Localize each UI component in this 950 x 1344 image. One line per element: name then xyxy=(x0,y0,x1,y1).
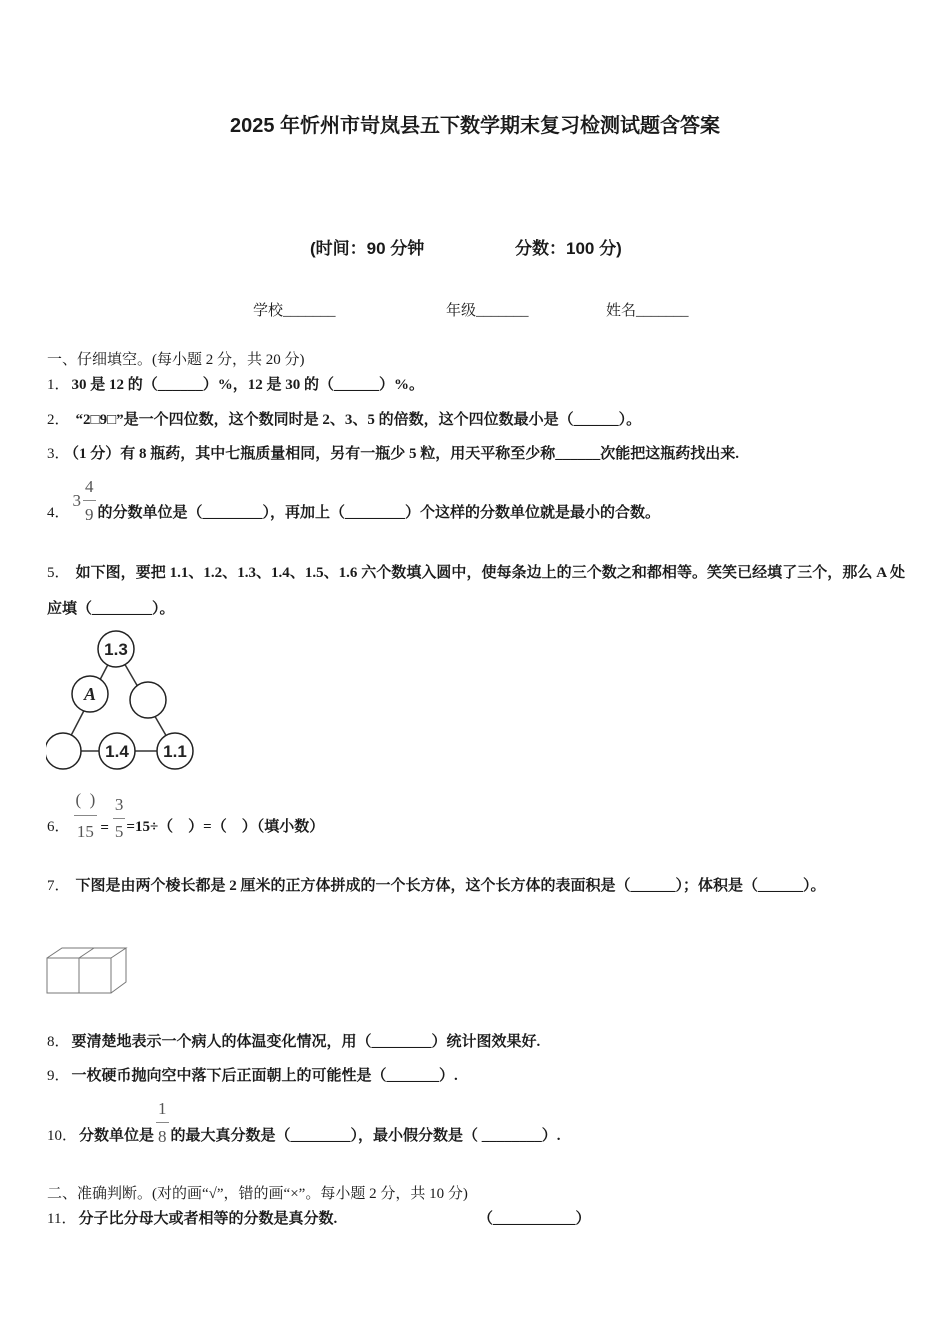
question-text-after: 的最大真分数是（________），最小假分数是（ ________）. xyxy=(170,1128,561,1144)
question-number: 7． xyxy=(47,878,70,894)
question-9 xyxy=(47,1066,905,1086)
question-text: 如下图，要把 1.1、1.2、1.3、1.4、1.5、1.6 六个数填入圆中，使每条边上的三个数之和都相等。笑笑已经填了三个，那么 A 处应填（________）。 xyxy=(47,565,905,617)
label-top: 1.3 xyxy=(104,640,128,659)
question-text: “2□9□”是一个四位数，这个数同时是 2、3、5 的倍数，这个四位数最小是（______）。 xyxy=(75,412,642,428)
label-bottom-middle: 1.4 xyxy=(105,742,129,761)
question-11 xyxy=(47,1209,905,1229)
grade-field: 年级_______ xyxy=(446,303,529,319)
fraction-bar xyxy=(83,500,96,501)
question-number: 8． xyxy=(47,1034,70,1050)
question-4 xyxy=(47,477,660,525)
school-field: 学校_______ xyxy=(253,303,336,319)
question-3 xyxy=(47,444,905,464)
mixed-number-whole: 3 xyxy=(72,491,82,510)
question-6 xyxy=(47,790,324,842)
fraction-denominator: 15 xyxy=(76,822,94,841)
question-text: 下图是由两个棱长都是 2 厘米的正方体拼成的一个长方体，这个长方体的表面积是（______）；体积是（______）。 xyxy=(75,878,826,894)
question-2 xyxy=(47,410,905,430)
question-text-before: 分数单位是 xyxy=(79,1128,155,1144)
equals-sign: = xyxy=(100,820,109,836)
question-text: 的分数单位是（________），再加上（________）个这样的分数单位就是最小的合数。 xyxy=(97,505,661,521)
question-number: 11． xyxy=(47,1211,77,1227)
question-text: 30 是 12 的（______）%，12 是 30 的（______）%。 xyxy=(71,377,425,393)
name-field: 姓名_______ xyxy=(606,303,689,319)
fraction-bar xyxy=(156,1122,169,1123)
exam-info xyxy=(0,238,950,260)
fraction-denominator: 5 xyxy=(114,822,124,841)
fraction-1 xyxy=(74,790,98,842)
total-score: 分数：100 分) xyxy=(515,239,622,258)
question-text: （1 分）有 8 瓶药，其中七瓶质量相同，另有一瓶少 5 粒，用天平称至少称______次能把这瓶药找出来. xyxy=(71,446,740,462)
question-number: 1． xyxy=(47,377,70,393)
section-1-heading: 一、仔细填空。(每小题 2 分，共 20 分) xyxy=(47,352,305,368)
fraction-numerator: 4 xyxy=(85,477,94,496)
fraction-denominator: 8 xyxy=(158,1127,167,1146)
question-8 xyxy=(47,1032,905,1052)
question-text: 一枚硬币抛向空中落下后正面朝上的可能性是（_______）. xyxy=(71,1068,458,1084)
section-2-heading: 二、准确判断。(对的画“√”，错的画“×”。每小题 2 分，共 10 分) xyxy=(47,1186,468,1202)
question-text: 分子比分母大或者相等的分数是真分数. xyxy=(78,1211,338,1227)
fraction-numerator: ( ) xyxy=(75,790,96,809)
question-number: 2． xyxy=(47,412,70,428)
student-info-fields xyxy=(0,301,950,321)
label-bottom-right: 1.1 xyxy=(163,742,187,761)
cuboid-diagram xyxy=(45,945,130,997)
question-number: 9． xyxy=(47,1068,70,1084)
question-1 xyxy=(47,375,905,395)
question-5 xyxy=(47,555,905,627)
question-number: 6． xyxy=(47,819,70,835)
cube-divider-top xyxy=(79,948,94,958)
circle-right-middle xyxy=(130,682,166,718)
question-10 xyxy=(47,1099,561,1147)
question-number: 3． xyxy=(47,446,70,462)
side-face xyxy=(111,948,126,993)
circle-bottom-left xyxy=(46,733,81,769)
question-text: =15÷（ ）=（ ）（填小数） xyxy=(126,819,325,835)
fraction-numerator: 3 xyxy=(114,795,124,814)
fraction-bar xyxy=(74,815,98,816)
mixed-number-fraction xyxy=(83,477,96,525)
fraction xyxy=(156,1099,169,1147)
question-number: 5． xyxy=(47,565,70,581)
answer-blank: （___________） xyxy=(478,1211,591,1227)
question-number: 4． xyxy=(47,505,70,521)
fraction-numerator: 1 xyxy=(158,1099,167,1118)
question-7 xyxy=(47,868,905,905)
fraction-2 xyxy=(113,795,126,842)
number-triangle-diagram xyxy=(46,628,196,774)
page-title: 2025 年忻州市岢岚县五下数学期末复习检测试题含答案 xyxy=(229,115,721,137)
question-number: 10． xyxy=(47,1128,78,1144)
time-limit: (时间：90 分钟 xyxy=(310,239,425,258)
fraction-bar xyxy=(113,818,126,819)
label-left-middle: A xyxy=(83,684,97,704)
question-text: 要清楚地表示一个病人的体温变化情况，用（________）统计图效果好. xyxy=(71,1034,541,1050)
fraction-denominator: 9 xyxy=(85,505,94,524)
